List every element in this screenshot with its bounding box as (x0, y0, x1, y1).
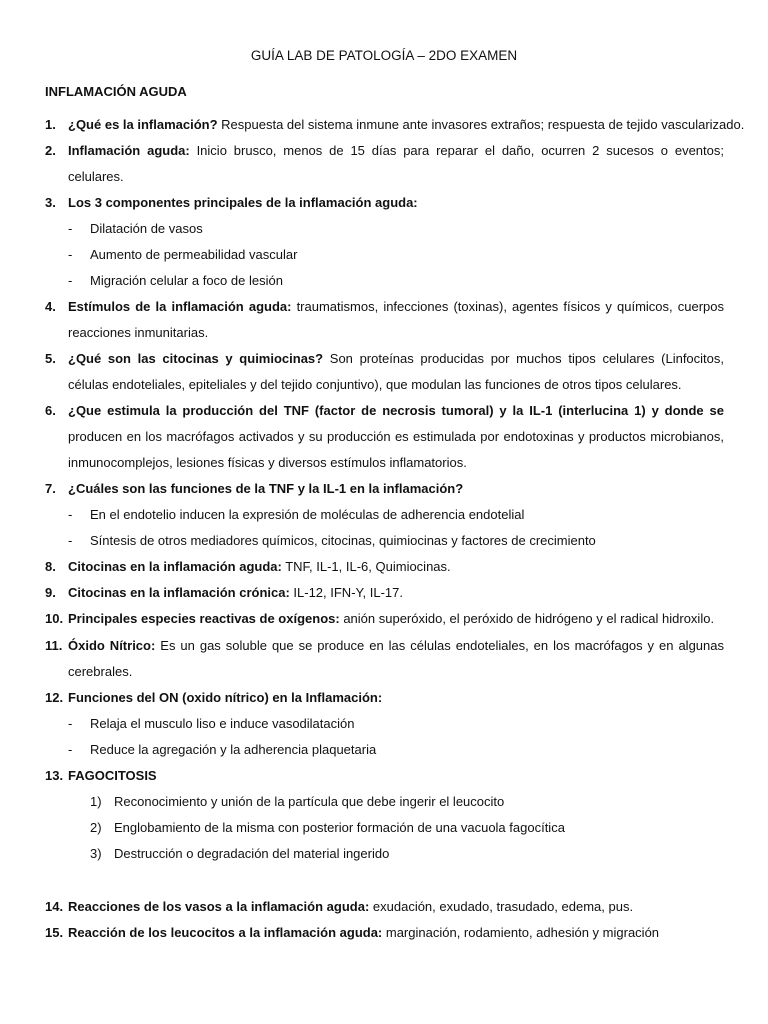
sub-item: En el endotelio inducen la expresión de moléculas de adherencia endotelial (90, 507, 525, 522)
dash-bullet: - (68, 247, 73, 262)
ordered-sub-item: Englobamiento de la misma con posterior formación de una vacuola fagocítica (114, 820, 565, 835)
item-continuation: celulares. (68, 169, 124, 184)
item-continuation: inmunocomplejos, lesiones físicas y diversos estímulos inflamatorios. (68, 455, 467, 470)
item-text: TNF, IL-1, IL-6, Quimiocinas. (281, 559, 451, 574)
item-text: exudación, exudado, trasudado, edema, pus. (369, 899, 634, 914)
list-item (68, 636, 724, 656)
item-number: 8. (45, 559, 56, 574)
item-text: marginación, rodamiento, adhesión y migración (382, 925, 660, 940)
dash-bullet: - (68, 716, 73, 731)
item-number: 6. (45, 403, 56, 418)
item-number: 9. (45, 585, 56, 600)
item-term: Estímulos de la inflamación aguda: (68, 299, 292, 314)
item-number: 5. (45, 351, 56, 366)
list-item (68, 609, 724, 629)
list-item (68, 115, 745, 135)
ordered-sub-item: Destrucción o degradación del material ingerido (114, 846, 390, 861)
list-item (68, 349, 724, 369)
item-term: ¿Qué son las citocinas y quimiocinas? (68, 351, 324, 366)
item-number: 11. (45, 638, 63, 653)
list-item (68, 141, 724, 161)
item-number: 3. (45, 195, 56, 210)
item-continuation: producen en los macrófagos activados y su producción es estimulada por endotoxinas y productos microbianos, (68, 429, 724, 444)
list-item (68, 557, 724, 577)
item-term: Citocinas en la inflamación aguda: (68, 559, 282, 574)
item-term: Óxido Nítrico: (68, 638, 156, 653)
list-item (68, 897, 724, 917)
item-number: 7. (45, 481, 56, 496)
item-number: 10. (45, 611, 64, 626)
document-title: GUÍA LAB DE PATOLOGÍA – 2DO EXAMEN (250, 48, 518, 63)
item-term: FAGOCITOSIS (68, 768, 157, 783)
list-item (68, 401, 724, 421)
item-text: traumatismos, infecciones (toxinas), agentes físicos y químicos, cuerpos (296, 299, 724, 314)
ordered-sub-number: 2) (90, 820, 102, 835)
item-text: Inicio brusco, menos de 15 días para reparar el daño, ocurren 2 sucesos o eventos; (196, 143, 724, 158)
sub-item: Migración celular a foco de lesión (90, 273, 283, 288)
sub-item: Síntesis de otros mediadores químicos, citocinas, quimiocinas y factores de crecimiento (90, 533, 596, 548)
list-item (68, 297, 724, 317)
item-number: 13. (45, 768, 64, 783)
item-term: Reacción de los leucocitos a la inflamación aguda: (68, 925, 383, 940)
item-number: 15. (45, 925, 64, 940)
sub-item: Relaja el musculo liso e induce vasodilatación (90, 716, 355, 731)
item-term: ¿Qué es la inflamación? (68, 117, 218, 132)
item-number: 12. (45, 690, 64, 705)
item-text: anión superóxido, el peróxido de hidrógeno y el radical hidroxilo. (339, 611, 715, 626)
dash-bullet: - (68, 221, 73, 236)
item-text: Es un gas soluble que se produce en las células endoteliales, en los macrófagos y en algunas (160, 638, 724, 653)
sub-item: Dilatación de vasos (90, 221, 203, 236)
item-term: Inflamación aguda: (68, 143, 190, 158)
item-continuation: cerebrales. (68, 664, 133, 679)
item-term: Citocinas en la inflamación crónica: (68, 585, 290, 600)
item-text: IL-12, IFN-Y, IL-17. (289, 585, 403, 600)
item-term: Principales especies reactivas de oxígenos: (68, 611, 340, 626)
section-heading: INFLAMACIÓN AGUDA (45, 84, 187, 99)
ordered-sub-item: Reconocimiento y unión de la partícula que debe ingerir el leucocito (114, 794, 505, 809)
dash-bullet: - (68, 533, 73, 548)
item-term: ¿Que estimula la producción del TNF (factor de necrosis tumoral) y la IL-1 (interlucina 1) y donde se (68, 403, 724, 418)
sub-item: Aumento de permeabilidad vascular (90, 247, 298, 262)
item-number: 4. (45, 299, 56, 314)
dash-bullet: - (68, 742, 73, 757)
item-term: Los 3 componentes principales de la inflamación aguda: (68, 195, 418, 210)
ordered-sub-number: 3) (90, 846, 102, 861)
item-term: Reacciones de los vasos a la inflamación aguda: (68, 899, 370, 914)
dash-bullet: - (68, 507, 73, 522)
item-number: 1. (45, 117, 56, 132)
list-item (68, 923, 724, 943)
item-term: ¿Cuáles son las funciones de la TNF y la IL-1 en la inflamación? (68, 481, 464, 496)
item-continuation: reacciones inmunitarias. (68, 325, 209, 340)
item-number: 2. (45, 143, 56, 158)
item-continuation: células endoteliales, epiteliales y del tejido conjuntivo), que modulan las funciones de otros tipos celulares. (68, 377, 682, 392)
sub-item: Reduce la agregación y la adherencia plaquetaria (90, 742, 377, 757)
ordered-sub-number: 1) (90, 794, 102, 809)
list-item (68, 583, 724, 603)
item-term: Funciones del ON (oxido nítrico) en la Inflamación: (68, 690, 383, 705)
dash-bullet: - (68, 273, 73, 288)
item-text: Son proteínas producidas por muchos tipos celulares (Linfocitos, (329, 351, 724, 366)
item-text: Respuesta del sistema inmune ante invasores extraños; respuesta de tejido vascularizado. (217, 117, 745, 132)
item-number: 14. (45, 899, 64, 914)
